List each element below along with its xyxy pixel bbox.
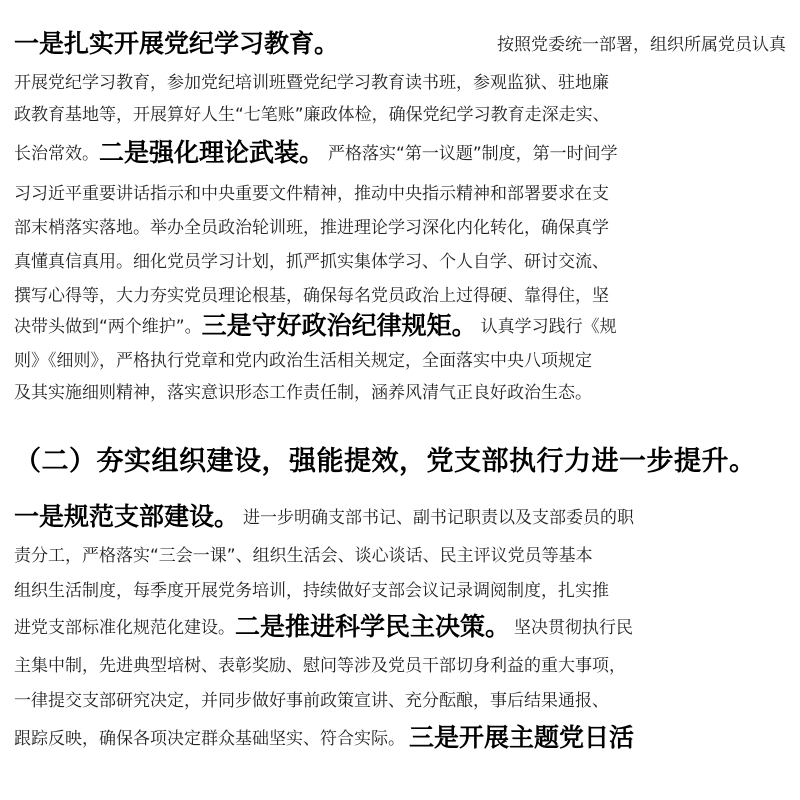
text-line <box>14 133 786 169</box>
heading-1: 一是扎实开展党纪学习教育。 <box>14 29 340 58</box>
body-text: 决带头做到“两个维护”。 <box>14 316 202 337</box>
body-text: 政教育基地等，开展算好人生“七笔账”廉政体检，确保党纪学习教育走深走实、 <box>14 104 610 125</box>
body-text: 则》《细则》，严格执行党章和党内政治生活相关规定，全面落实中央八项规定 <box>14 350 592 371</box>
body-text: 责分工，严格落实“三会一课”、组织生活会、谈心谈话、民主评议党员等基本 <box>14 545 593 566</box>
text-line <box>14 535 786 571</box>
text-line <box>14 207 786 243</box>
body-text: 坚决贯彻执行民 <box>514 617 634 638</box>
body-text: 一律提交支部研究决定，并同步做好事前政策宣讲、充分酝酿，事后结果通报、 <box>14 690 609 711</box>
body-text: 认真学习践行《规 <box>480 316 617 337</box>
text-line <box>14 94 786 130</box>
section-title: （二）夯实组织建设，强能提效，党支部执行力进一步提升。 <box>14 445 757 477</box>
body-text: 跟踪反映，确保各项决定群众基础坚实、符合实际。 <box>14 728 405 749</box>
text-line <box>14 645 786 681</box>
text-line <box>14 62 786 98</box>
text-line <box>14 570 786 606</box>
heading-2: 二是强化理论武装。 <box>99 138 325 167</box>
text-line <box>14 340 786 376</box>
body-text: 真懂真信真用。细化党员学习计划，抓严抓实集体学习、个人自学、研讨交流、 <box>14 251 609 272</box>
body-text: 及其实施细则精神，落实意识形态工作责任制，涵养风清气正良好政治生态。 <box>14 382 592 403</box>
body-text: 按照党委统一部署，组织所属党员认真 <box>497 34 786 55</box>
body-text: 部末梢落实落地。举办全员政治轮训班，推进理论学习深化内化转化，确保真学 <box>14 217 609 238</box>
body-text: 进党支部标准化规范化建设。 <box>14 617 235 638</box>
text-line <box>14 173 786 209</box>
text-line <box>14 24 786 60</box>
body-text: 开展党纪学习教育，参加党纪培训班暨党纪学习教育读书班，参观监狱、驻地廉 <box>14 72 609 93</box>
text-line <box>14 372 786 408</box>
text-line <box>14 718 786 754</box>
text-line <box>14 680 786 716</box>
body-text: 组织生活制度，每季度开展党务培训，持续做好支部会议记录调阅制度，扎实推 <box>14 580 609 601</box>
text-line <box>14 497 786 533</box>
body-text: 主集中制，先进典型培树、表彰奖励、慰问等涉及党员干部切身利益的重大事项， <box>14 655 626 676</box>
text-line <box>14 241 786 277</box>
heading-3: 三是开展主题党日活 <box>409 723 635 752</box>
body-text: 长治常效。 <box>14 143 99 164</box>
heading-2: 二是推进科学民主决策。 <box>235 612 511 641</box>
body-text: 习习近平重要讲话指示和中央重要文件精神，推动中央指示精神和部署要求在支 <box>14 183 609 204</box>
body-text: 严格落实“第一议题”制度，第一时间学 <box>328 143 618 164</box>
text-line <box>14 607 786 643</box>
heading-3: 三是守好政治纪律规矩。 <box>201 311 477 340</box>
body-text: 进一步明确支部书记、副书记职责以及支部委员的职 <box>243 507 635 528</box>
heading-1: 一是规范支部建设。 <box>14 502 240 531</box>
body-text: 撰写心得等，大力夯实党员理论根基，确保每名党员政治上过得硬、靠得住，坚 <box>14 285 609 306</box>
text-line <box>14 306 786 342</box>
